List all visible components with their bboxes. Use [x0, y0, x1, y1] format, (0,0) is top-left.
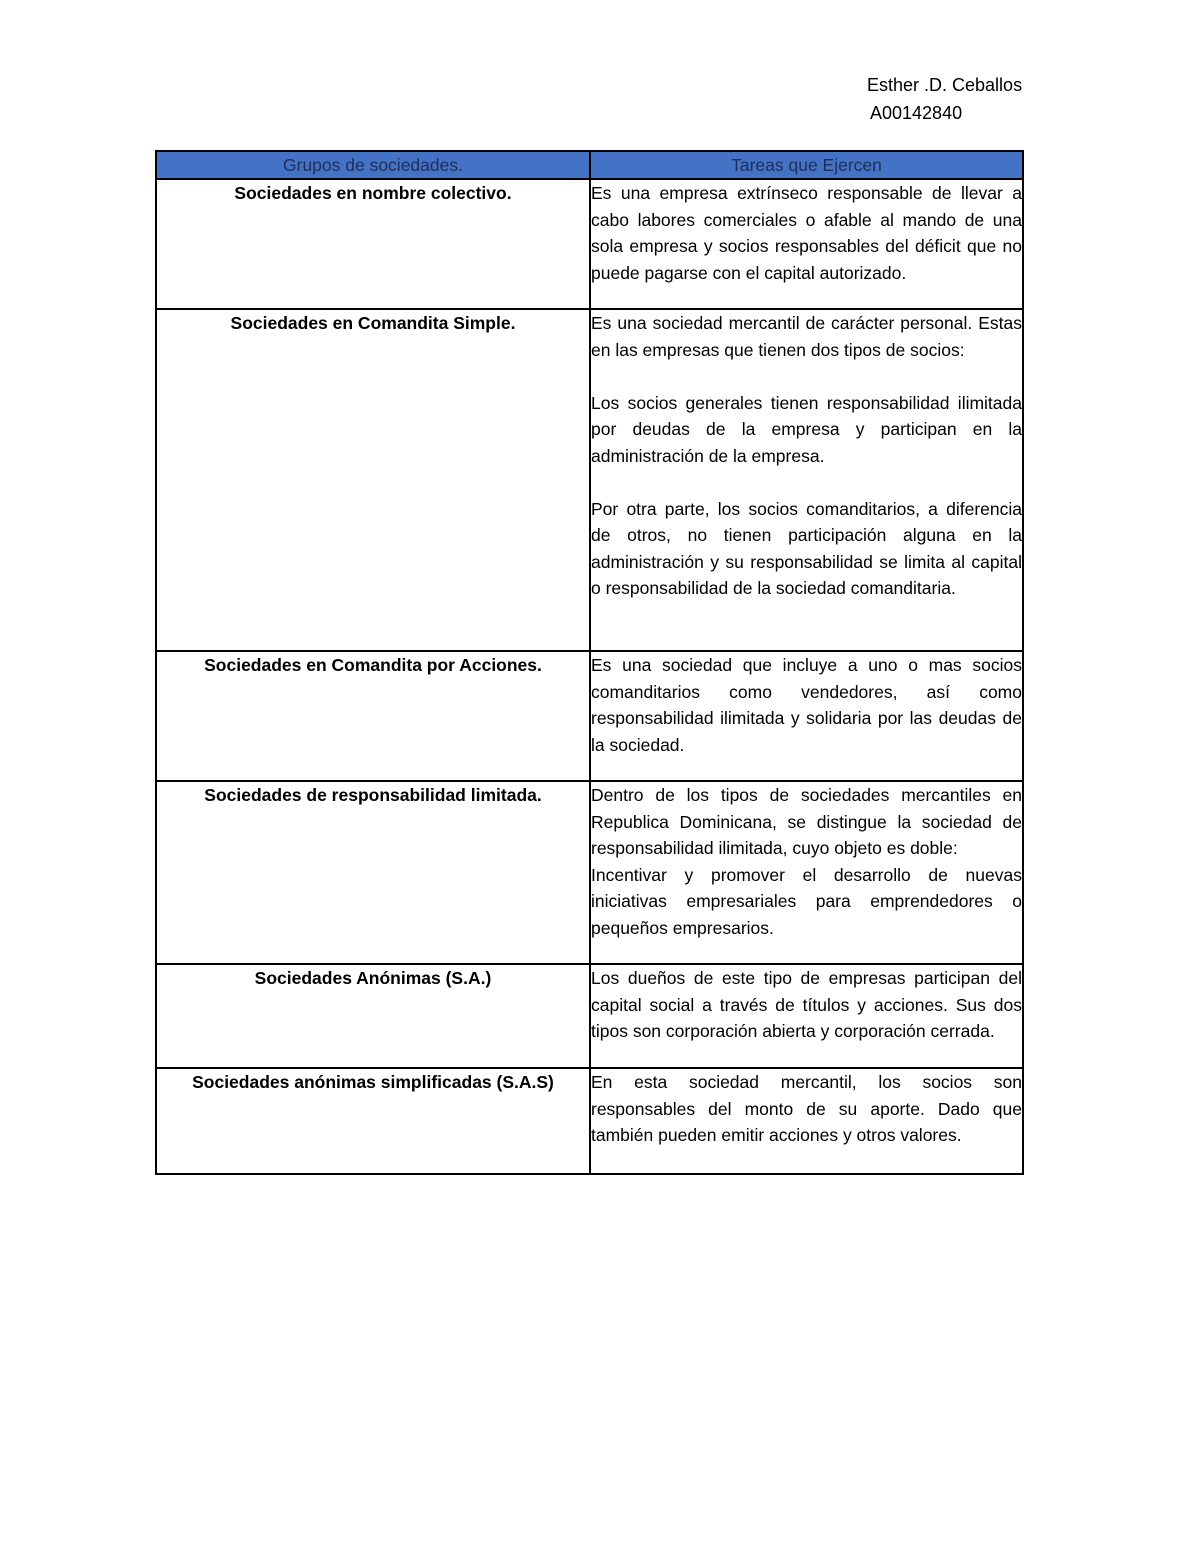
task-cell	[590, 651, 1023, 781]
task-paragraph: Dentro de los tipos de sociedades mercantiles en Republica Dominicana, se distingue la sociedad de responsabilidad ilimitada, cuyo objeto es doble:	[591, 785, 1022, 858]
task-paragraph: Es una sociedad mercantil de carácter personal. Estas en las empresas que tienen dos tipos de socios:	[591, 313, 1022, 360]
task-cell	[590, 1068, 1023, 1174]
task-paragraph: Incentivar y promover el desarrollo de nuevas iniciativas empresariales para emprendedores o pequeños empresarios.	[591, 864, 1022, 938]
table-header-row	[156, 151, 1023, 179]
task-paragraph: Por otra parte, los socios comanditarios, a diferencia de otros, no tienen participación alguna en la administración y su responsabilidad se limita al capital o responsabilidad de la sociedad comanditaria.	[591, 498, 1022, 598]
column-header-tasks: Tareas que Ejercen	[590, 151, 1023, 179]
task-paragraph: Es una sociedad que incluye a uno o mas socios comanditarios como vendedores, así como responsabilidad ilimitada y solidaria por las deudas de la sociedad.	[591, 655, 1022, 755]
group-cell: Sociedades Anónimas (S.A.)	[156, 964, 590, 1068]
table-row	[156, 309, 1023, 651]
societies-table	[155, 150, 1024, 1175]
table-row	[156, 651, 1023, 781]
table-row	[156, 1068, 1023, 1174]
task-paragraph: En esta sociedad mercantil, los socios son responsables del monto de su aporte. Dado que también pueden emitir acciones y otros valores.	[591, 1072, 1022, 1145]
column-header-groups: Grupos de sociedades.	[156, 151, 590, 179]
table-row	[156, 964, 1023, 1068]
group-cell: Sociedades anónimas simplificadas (S.A.S)	[156, 1068, 590, 1174]
task-cell	[590, 964, 1023, 1068]
group-cell: Sociedades en Comandita Simple.	[156, 309, 590, 651]
task-paragraph: Los socios generales tienen responsabilidad ilimitada por deudas de la empresa y participan en la administración de la empresa.	[591, 392, 1022, 466]
task-paragraph: Es una empresa extrínseco responsable de llevar a cabo labores comerciales o afable al mando de una sola empresa y socios responsables del déficit que no puede pagarse con el capital autorizado.	[591, 183, 1022, 283]
table-row	[156, 781, 1023, 964]
student-id: A00142840	[870, 103, 963, 123]
task-cell	[590, 309, 1023, 651]
group-cell: Sociedades en Comandita por Acciones.	[156, 651, 590, 781]
group-cell: Sociedades de responsabilidad limitada.	[156, 781, 590, 964]
author-name: Esther .D. Ceballos	[867, 75, 1023, 95]
document-header	[855, 71, 1175, 127]
task-cell	[590, 781, 1023, 964]
task-cell	[590, 179, 1023, 309]
table-row	[156, 179, 1023, 309]
task-paragraph: Los dueños de este tipo de empresas participan del capital social a través de títulos y acciones. Sus dos tipos son corporación abierta y corporación cerrada.	[591, 968, 1022, 1041]
group-cell: Sociedades en nombre colectivo.	[156, 179, 590, 309]
